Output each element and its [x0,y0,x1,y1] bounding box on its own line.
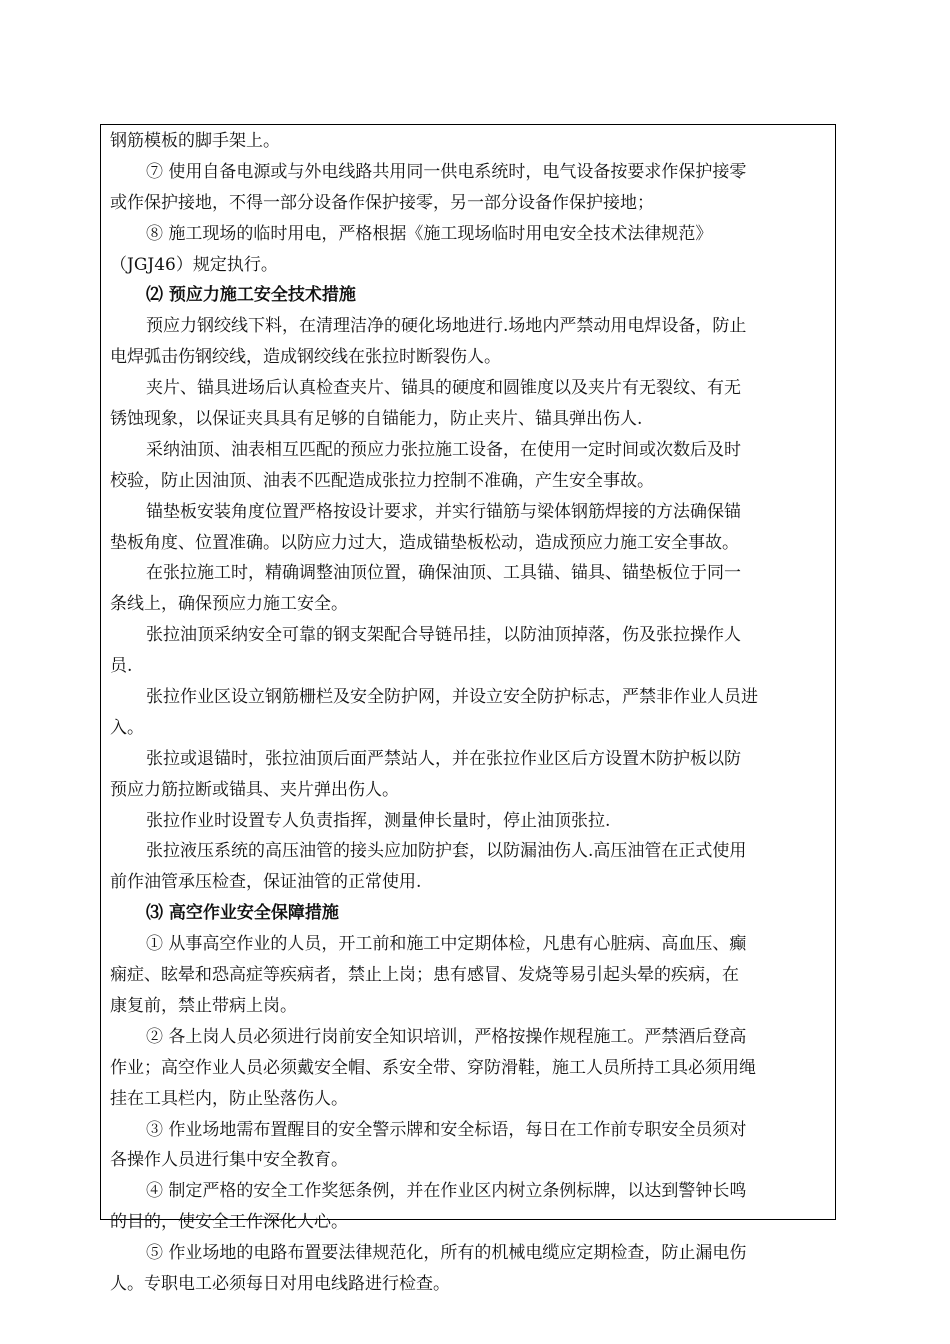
paragraph-line: 痫症、眩晕和恐高症等疾病者，禁止上岗；患有感冒、发烧等易引起头晕的疾病，在 [110,965,739,986]
section-heading: ⑶ 高空作业安全保障措施 [146,903,339,924]
paragraph-line: 采纳油顶、油表相互匹配的预应力张拉施工设备，在使用一定时间或次数后及时 [146,439,741,460]
paragraph-line: 前作油管承压检查，保证油管的正常使用. [110,872,422,893]
paragraph-line: 张拉作业时设置专人负责指挥，测量伸长量时，停止油顶张拉. [146,810,611,831]
paragraph-line: ⑤ 作业场地的电路布置要法律规范化，所有的机械电缆应定期检查，防止漏电伤 [146,1243,747,1264]
paragraph-line: （JGJ46）规定执行。 [110,254,278,275]
paragraph-line: 电焊弧击伤钢绞线，造成钢绞线在张拉时断裂伤人。 [110,347,501,368]
section-heading: ⑵ 预应力施工安全技术措施 [146,285,356,306]
paragraph-line: 在张拉施工时，精确调整油顶位置，确保油顶、工具锚、锚具、锚垫板位于同一 [146,563,741,584]
paragraph-line: 条线上，确保预应力施工安全。 [110,594,348,615]
paragraph-line: 或作保护接地，不得一部分设备作保护接零，另一部分设备作保护接地； [110,192,654,213]
paragraph-line: 张拉或退锚时，张拉油顶后面严禁站人，并在张拉作业区后方设置木防护板以防 [146,748,741,769]
paragraph-line: 预应力筋拉断或锚具、夹片弹出伤人。 [110,779,399,800]
paragraph-line: ⑧ 施工现场的临时用电，严格根据《施工现场临时用电安全技术法律规范》 [146,223,713,244]
paragraph-line: 预应力钢绞线下料，在清理洁净的硬化场地进行.场地内严禁动用电焊设备，防止 [146,316,747,337]
paragraph-line: 作业；高空作业人员必须戴安全帽、系安全带、穿防滑鞋，施工人员所持工具必须用绳 [110,1057,756,1078]
paragraph-line: ② 各上岗人员必须进行岗前安全知识培训，严格按操作规程施工。严禁酒后登高 [146,1026,747,1047]
paragraph-line: 张拉液压系统的高压油管的接头应加防护套，以防漏油伤人.高压油管在正式使用 [146,841,747,862]
paragraph-line: ① 从事高空作业的人员，开工前和施工中定期体检，凡患有心脏病、高血压、癫 [146,934,747,955]
paragraph-line: 康复前，禁止带病上岗。 [110,995,297,1016]
document-body [110,126,830,1300]
paragraph-line: 的目的，使安全工作深化人心。 [110,1212,348,1233]
paragraph-line: 人。专职电工必须每日对用电线路进行检查。 [110,1273,450,1294]
paragraph-line: 锈蚀现象，以保证夹具具有足够的自锚能力，防止夹片、锚具弹出伤人. [110,409,643,430]
paragraph-line: 垫板角度、位置准确。以防应力过大，造成锚垫板松动，造成预应力施工安全事故。 [110,532,739,553]
paragraph-line: 员. [110,656,133,677]
paragraph-line: 锚垫板安装角度位置严格按设计要求，并实行锚筋与梁体钢筋焊接的方法确保锚 [146,501,741,522]
paragraph-line: 各操作人员进行集中安全教育。 [110,1150,348,1171]
paragraph-line: 入。 [110,717,144,738]
paragraph-line: ④ 制定严格的安全工作奖惩条例，并在作业区内树立条例标牌，以达到警钟长鸣 [146,1181,747,1202]
paragraph-line: 张拉作业区设立钢筋栅栏及安全防护网，并设立安全防护标志，严禁非作业人员进 [146,687,758,708]
paragraph-line: 张拉油顶采纳安全可靠的钢支架配合导链吊挂，以防油顶掉落，伤及张拉操作人 [146,625,741,646]
paragraph-line: 校验，防止因油顶、油表不匹配造成张拉力控制不准确，产生安全事故。 [110,470,654,491]
paragraph-line: 夹片、锚具进场后认真检查夹片、锚具的硬度和圆锥度以及夹片有无裂纹、有无 [146,378,741,399]
paragraph-line: ⑦ 使用自备电源或与外电线路共用同一供电系统时，电气设备按要求作保护接零 [146,161,747,182]
paragraph-line: 钢筋模板的脚手架上。 [110,131,280,151]
paragraph-line: ③ 作业场地需布置醒目的安全警示牌和安全标语，每日在工作前专职安全员须对 [146,1119,747,1140]
paragraph-line: 挂在工具栏内，防止坠落伤人。 [110,1088,348,1109]
